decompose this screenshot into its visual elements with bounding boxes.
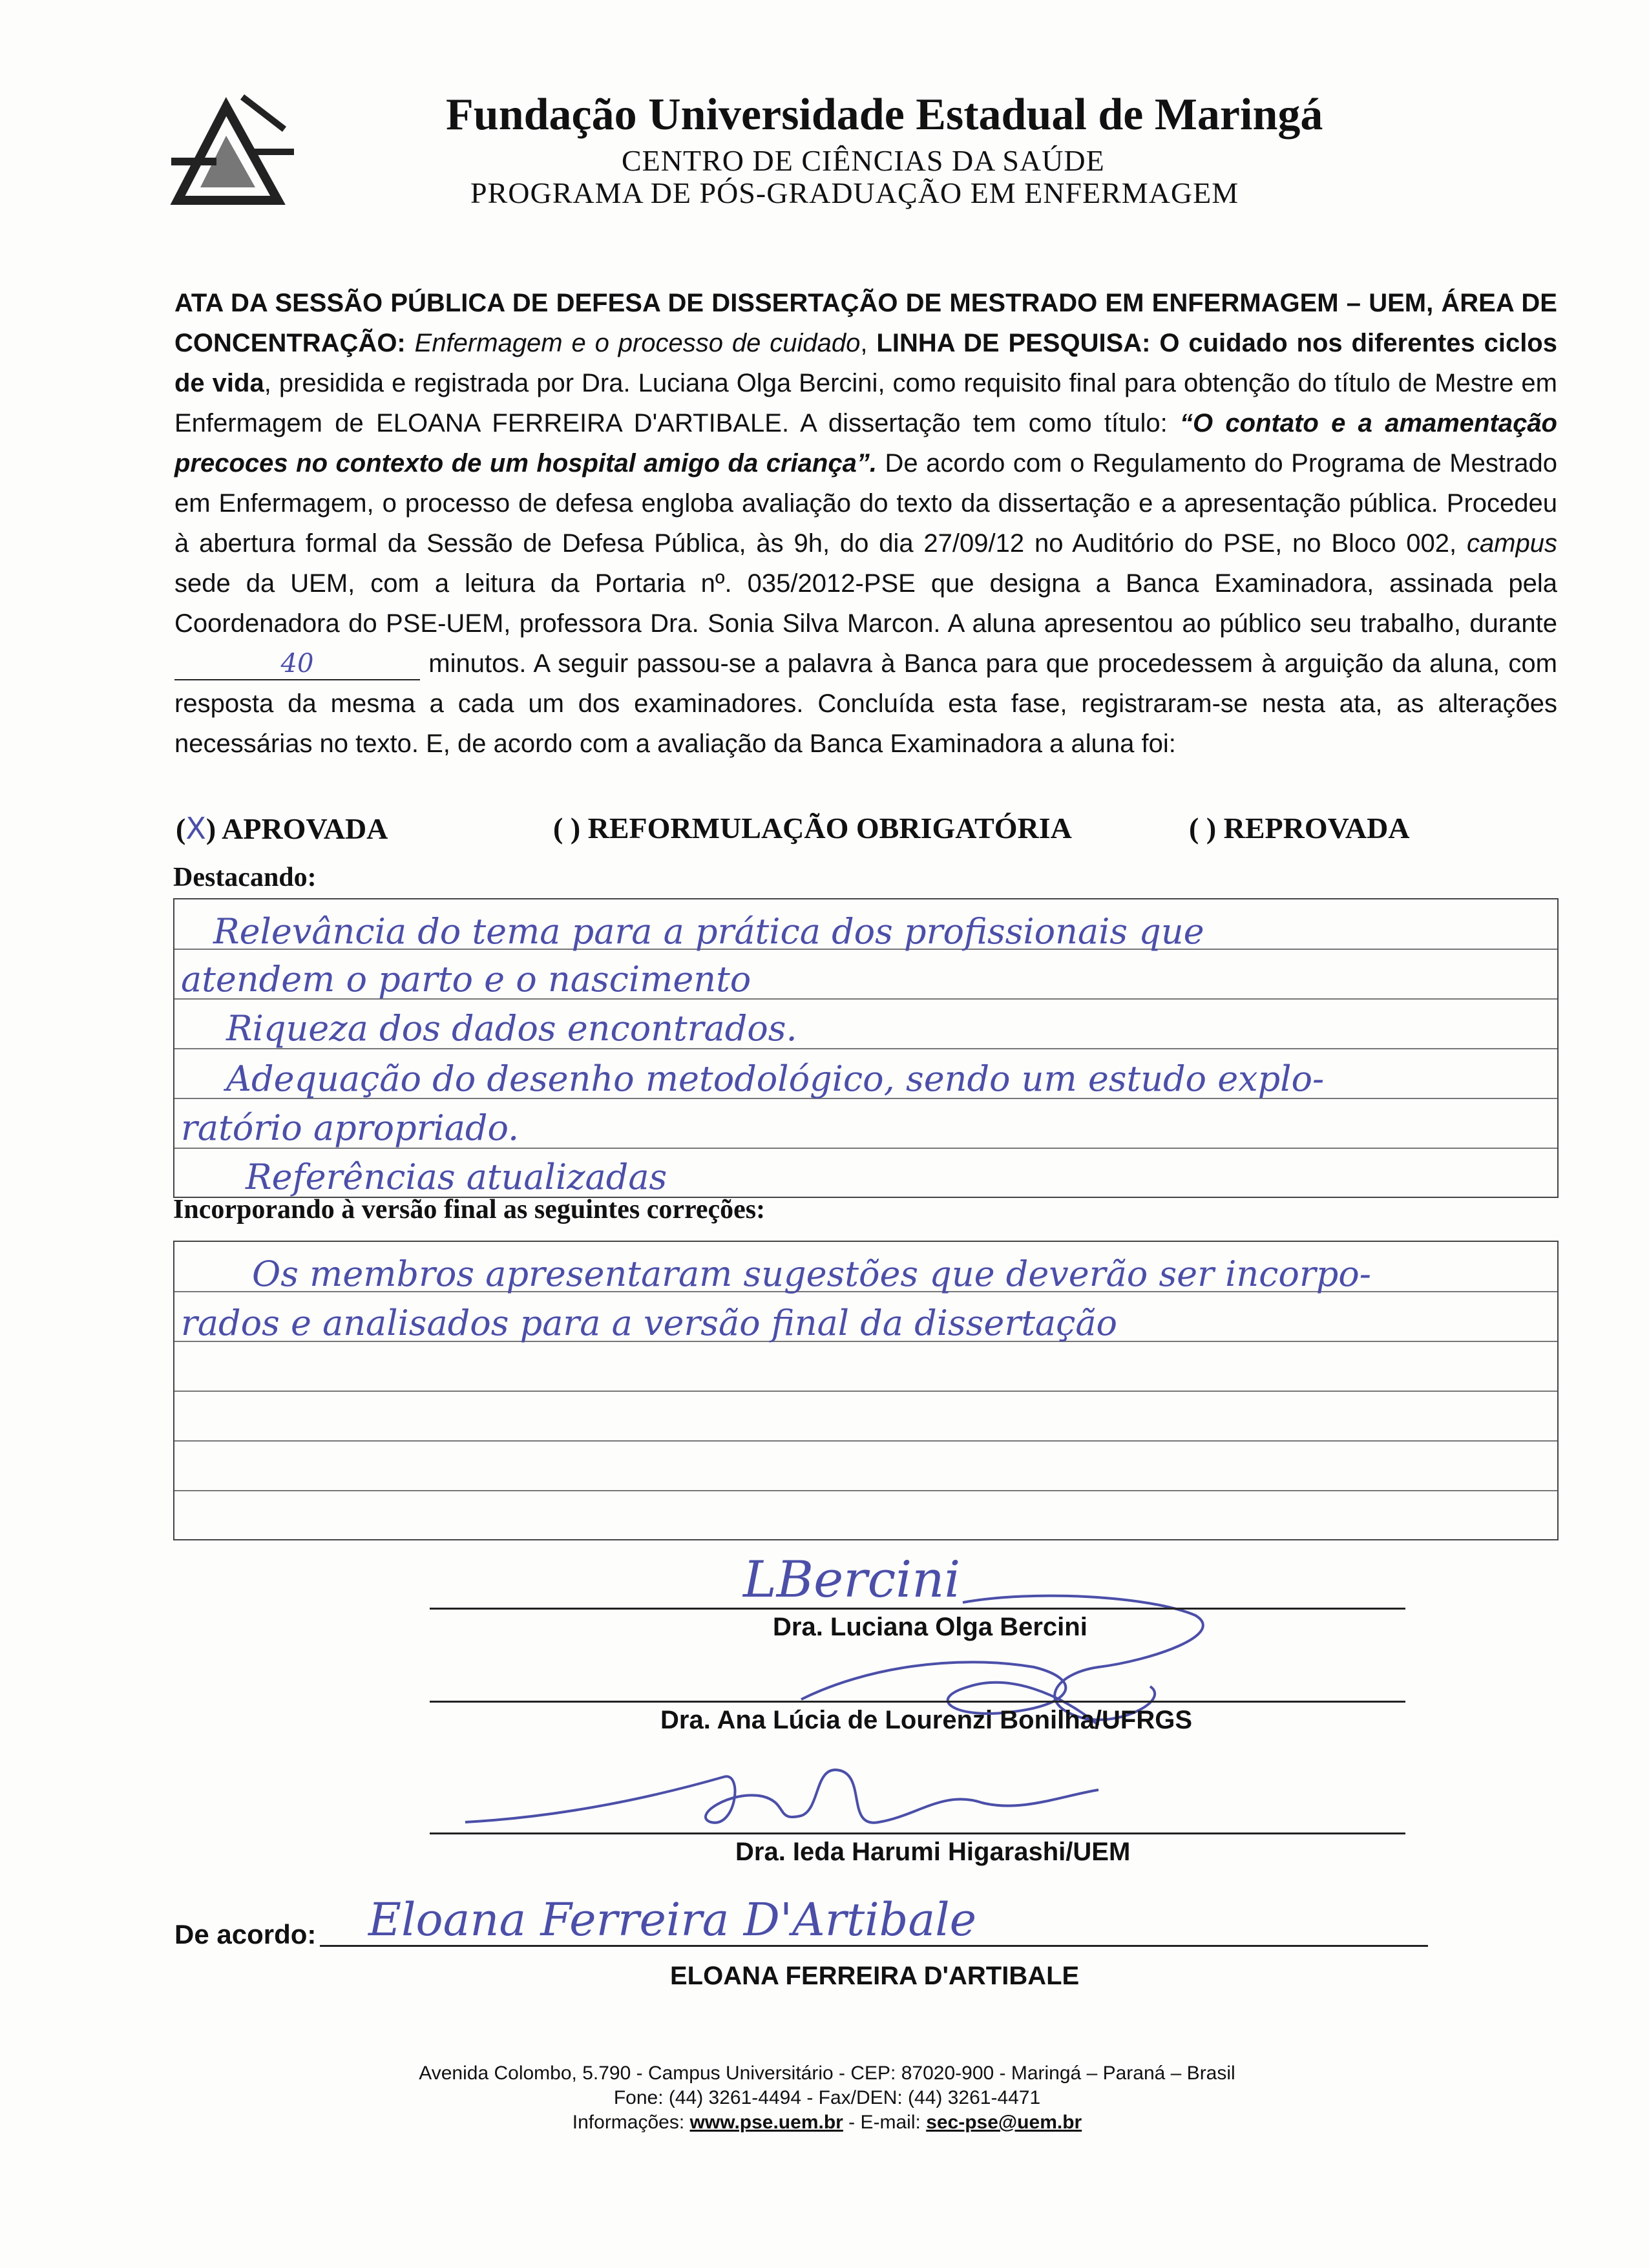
institution-title: Fundação Universidade Estadual de Maringá: [446, 90, 1323, 140]
student-name: ELOANA FERREIRA D'ARTIBALE: [670, 1962, 1080, 1990]
correction-line: rados e analisados para a versão final da dissertação: [181, 1303, 1118, 1343]
ata-heading: ATA DA SESSÃO PÚBLICA DE DEFESA DE DISSERTAÇÃO DE MESTRADO EM ENFERMAGEM – UEM, ÁREA DE CONCENTRAÇÃO:: [174, 289, 1557, 357]
reproved-label: REPROVADA: [1223, 812, 1410, 845]
signature-line-2: [430, 1701, 1405, 1703]
reformulation-label: REFORMULAÇÃO OBRIGATÓRIA: [587, 812, 1072, 845]
corrections-label: Incorporando à versão final as seguintes correções:: [173, 1195, 766, 1224]
research-line: LINHA DE PESQUISA: O cuidado nos diferentes ciclos de vida: [174, 329, 1557, 397]
option-reformulation: ( ) REFORMULAÇÃO OBRIGATÓRIA: [553, 812, 1072, 845]
concentration-area: Enfermagem e o processo de cuidado: [414, 329, 861, 357]
highlight-line: Riqueza dos dados encontrados.: [226, 1008, 797, 1049]
footer-address: Avenida Colombo, 5.790 - Campus Universitário - CEP: 87020-900 - Maringá – Paraná – Brasil: [419, 2063, 1235, 2084]
footer-phone: Fone: (44) 3261-4494 - Fax/DEN: (44) 3261-4471: [613, 2087, 1041, 2108]
ata-paragraph: [174, 283, 1557, 764]
highlight-line: Relevância do tema para a prática dos profissionais que: [213, 911, 1204, 952]
highlights-label: Destacando:: [173, 863, 317, 892]
footer-info: [258, 2110, 1396, 2135]
signature-bercini: LBercini: [743, 1551, 961, 1609]
website-link[interactable]: www.pse.uem.br: [689, 2112, 843, 2133]
ata-text-4: minutos. A seguir passou-se a palavra à Banca para que procedessem à arguição da aluna, com resposta da mesma a cada um dos examinadores. Concluída esta fase, registraram-se nesta ata, as alterações necessárias no texto. E, de acordo com a avaliação da Banca Examinadora a aluna foi:: [174, 649, 1557, 758]
acordo-label: De acordo:: [174, 1919, 317, 1949]
signature-line-student: [320, 1945, 1428, 1947]
signature-line-3: [430, 1832, 1405, 1834]
approved-label: APROVADA: [222, 812, 388, 845]
dissertation-title: “O contato e a amamentação precoces no contexto de um hospital amigo da criança”.: [174, 409, 1557, 478]
highlight-line: atendem o parto e o nascimento: [181, 959, 751, 1000]
approved-check-mark: X: [185, 811, 206, 846]
highlights-box: [173, 898, 1559, 1198]
ata-text-3: sede da UEM, com a leitura da Portaria nº. 035/2012-PSE que designa a Banca Examinadora, assinada pela Coordenadora do PSE-UEM, professora Dra. Sonia Silva Marcon. A aluna apresentou ao público seu trabalho, durante: [174, 569, 1557, 638]
university-logo-icon: [165, 90, 300, 213]
option-reproved: ( ) REPROVADA: [1189, 812, 1410, 845]
signature-line-1: [430, 1608, 1405, 1610]
examiner-name-2: Dra. Ana Lúcia de Lourenzi Bonilha/UFRGS: [660, 1706, 1193, 1734]
ata-text-1: , presidida e registrada por Dra. Luciana Olga Bercini, como requisito final para obtenção do título de Mestre em Enfermagem de ELOANA FERREIRA D'ARTIBALE. A dissertação tem como título:: [174, 369, 1557, 437]
email-label: - E-mail:: [848, 2112, 921, 2133]
highlight-line: Referências atualizadas: [246, 1157, 667, 1197]
examiner-name-1: Dra. Luciana Olga Bercini: [773, 1613, 1087, 1641]
student-signature: Eloana Ferreira D'Artibale: [368, 1893, 977, 1946]
corrections-box: [173, 1241, 1559, 1540]
correction-line: Os membros apresentaram sugestões que deverão ser incorpo-: [252, 1254, 1372, 1294]
separator: ,: [860, 329, 877, 357]
program-name: PROGRAMA DE PÓS-GRADUAÇÃO EM ENFERMAGEM: [470, 176, 1239, 209]
info-label: Informações:: [572, 2112, 685, 2133]
examiner-name-3: Dra. Ieda Harumi Higarashi/UEM: [735, 1838, 1131, 1866]
highlight-line: Adequação do desenho metodológico, sendo um estudo explo-: [226, 1058, 1325, 1099]
duration-field: 40: [174, 648, 420, 680]
center-name: CENTRO DE CIÊNCIAS DA SAÚDE: [622, 144, 1105, 177]
campus-word: campus: [1466, 529, 1557, 558]
email-link[interactable]: sec-pse@uem.br: [926, 2112, 1082, 2133]
highlight-line: ratório apropriado.: [181, 1108, 520, 1148]
ata-text-2: De acordo com o Regulamento do Programa de Mestrado em Enfermagem, o processo de defesa engloba avaliação do texto da dissertação e a apresentação pública. Procedeu à abertura formal da Sessão de Defesa Pública, às 9h, do dia 27/09/12 no Auditório do PSE, no Bloco 002,: [174, 449, 1558, 558]
option-approved: (X) APROVADA: [176, 811, 388, 846]
